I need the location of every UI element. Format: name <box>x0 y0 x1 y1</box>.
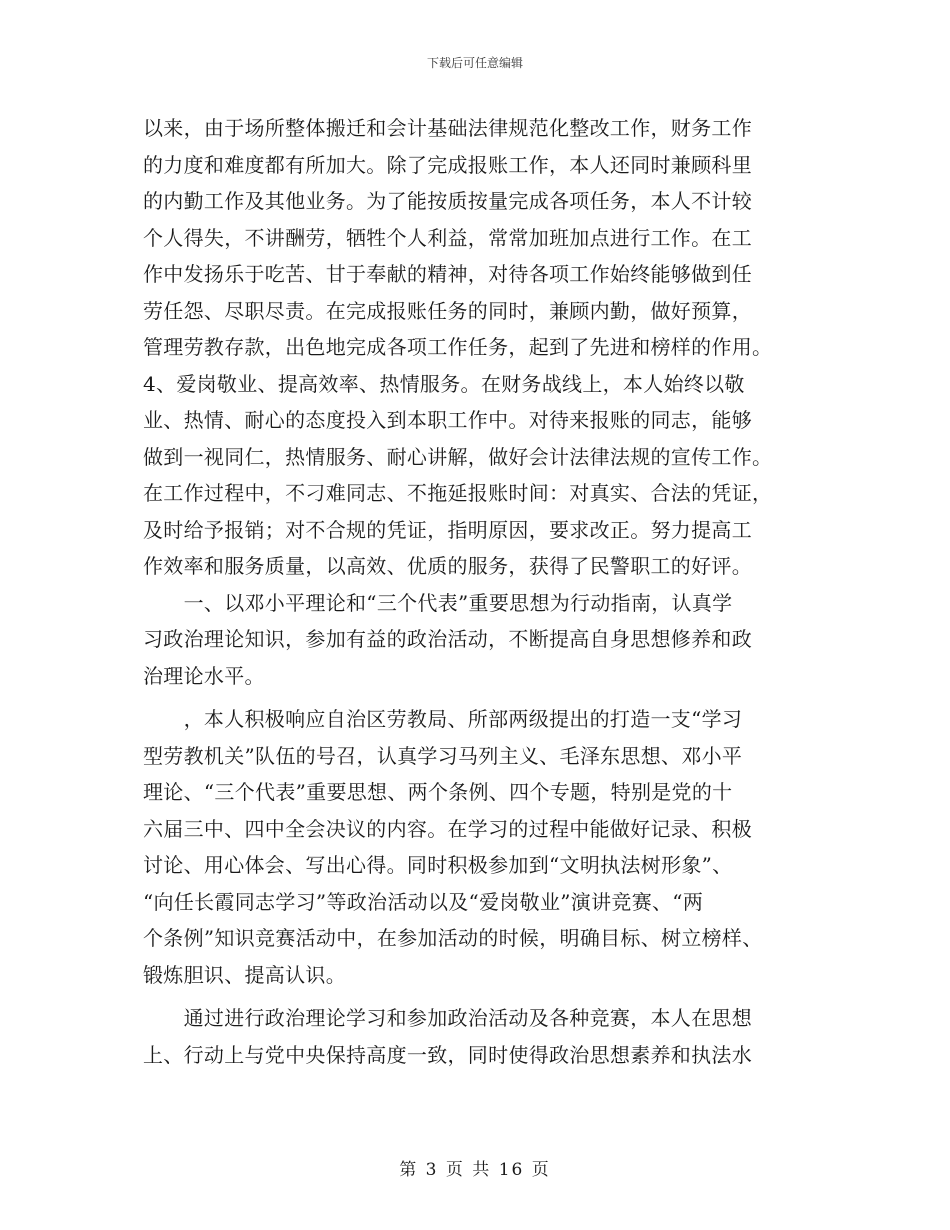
text-line: 劳任怨、尽职尽责。在完成报账任务的同时，兼顾内勤，做好预算， <box>143 298 752 323</box>
text-line: 上、行动上与党中央保持高度一致，同时使得政治思想素养和执法水 <box>143 1042 752 1067</box>
text-line: 通过进行政治理论学习和参加政治活动及各种竞赛，本人在思想 <box>143 1006 752 1030</box>
text-line: 的内勤工作及其他业务。为了能按质按量完成各项任务，本人不计较 <box>143 189 752 213</box>
document-body <box>143 110 808 1073</box>
text-line: 理论、“三个代表”重要思想、两个条例、四个专题，特别是党的十 <box>143 780 733 804</box>
text-line: 一、以邓小平理论和“三个代表”重要思想为行动指南，认真学 <box>143 590 733 615</box>
text-line: 在工作过程中，不刁难同志、不拖延报账时间：对真实、合法的凭证， <box>143 481 773 505</box>
text-line: 作效率和服务质量，以高效、优质的服务，获得了民警职工的好评。 <box>143 554 752 578</box>
text-line: 做到一视同仁，热情服务、耐心讲解，做好会计法律法规的宣传工作。 <box>143 444 773 469</box>
text-line: 及时给予报销；对不合规的凭证，指明原因，要求改正。努力提高工 <box>143 517 752 542</box>
text-line: 讨论、用心体会、写出心得。同时积极参加到“文明执法树形象”、 <box>143 853 733 877</box>
text-line: 型劳教机关”队伍的号召，认真学习马列主义、毛泽东思想、邓小平 <box>143 743 743 768</box>
paragraph-2 <box>143 701 808 993</box>
text-line: “向任长霞同志学习”等政治活动以及“爱岗敬业”演讲竞赛、“两 <box>143 889 704 914</box>
text-line: 4、爱岗敬业、提高效率、热情服务。在财务战线上，本人始终以敬 <box>143 371 745 396</box>
text-line: 的力度和难度都有所加大。除了完成报账工作，本人还同时兼顾科里 <box>143 152 752 177</box>
text-line: 习政治理论知识，参加有益的政治活动，不断提高自身思想修养和政 <box>143 627 752 651</box>
text-line: 作中发扬乐于吃苦、甘于奉献的精神，对待各项工作始终能够做到任 <box>143 262 752 286</box>
paragraph-3 <box>143 1000 808 1073</box>
text-line: 以来，由于场所整体搬迁和会计基础法律规范化整改工作，财务工作 <box>143 116 752 140</box>
paragraph-1 <box>143 110 808 694</box>
text-line: 六届三中、四中全会决议的内容。在学习的过程中能做好记录、积极 <box>143 816 752 841</box>
text-line: 个人得失，不讲酬劳，牺牲个人利益，常常加班加点进行工作。在工 <box>143 225 752 250</box>
text-line: 管理劳教存款，出色地完成各项工作任务，起到了先进和榜样的作用。 <box>143 335 773 359</box>
text-line: 业、热情、耐心的态度投入到本职工作中。对待来报账的同志，能够 <box>143 408 752 432</box>
text-line: 治理论水平。 <box>143 663 265 688</box>
text-line: 锻炼胆识、提高认识。 <box>143 962 346 987</box>
page-header: 下载后可任意编辑 <box>426 56 523 70</box>
text-line: 个条例”知识竞赛活动中，在参加活动的时候，明确目标、树立榜样、 <box>143 926 763 950</box>
text-line: ，本人积极响应自治区劳教局、所部两级提出的打造一支“学习 <box>143 707 743 731</box>
page-number-footer: 第 3 页 共 16 页 <box>399 1160 551 1180</box>
